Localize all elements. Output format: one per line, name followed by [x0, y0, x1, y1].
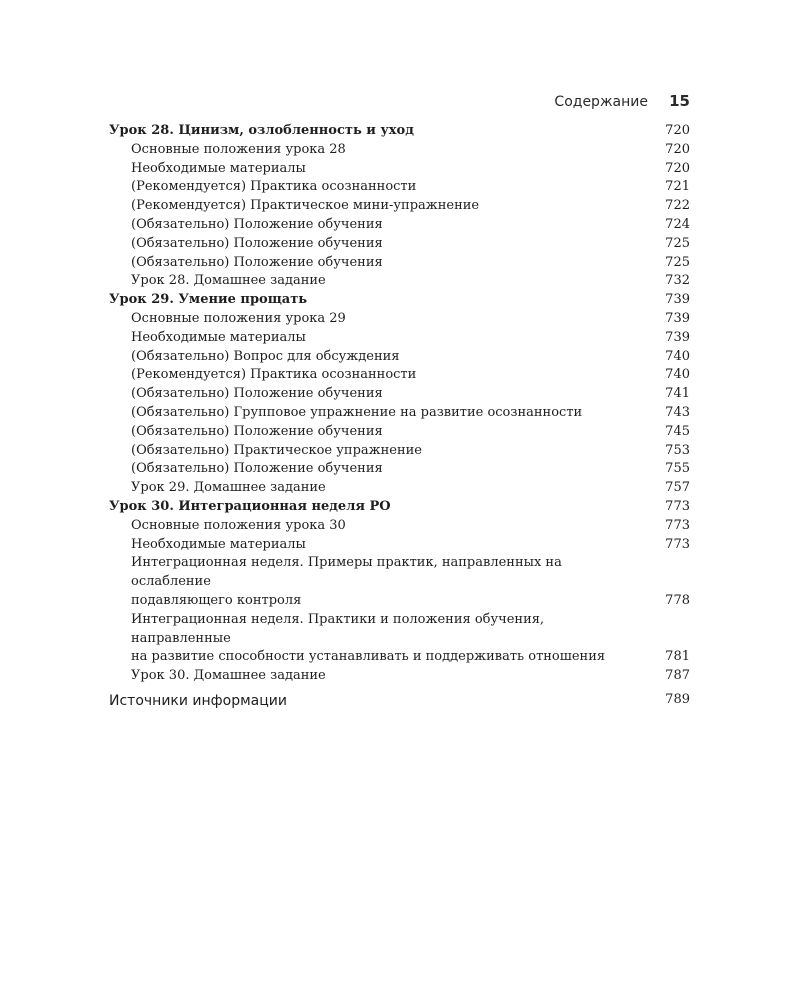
toc-item-label: (Обязательно) Положение обучения: [131, 235, 383, 251]
toc-page-number: 773: [665, 536, 690, 552]
toc-item[interactable]: [109, 141, 690, 160]
toc-item-label: (Обязательно) Вопрос для обсуждения: [131, 348, 400, 364]
toc-item-label: (Обязательно) Групповое упражнение на развитие осознанности: [131, 404, 583, 420]
toc-item[interactable]: [109, 366, 690, 385]
toc-item-label: (Обязательно) Положение обучения: [131, 386, 383, 402]
toc-item[interactable]: [109, 460, 690, 479]
toc-item-label: Основные положения урока 29: [131, 310, 346, 326]
toc-item-label: Основные положения урока 28: [131, 141, 346, 157]
toc-page-number: 739: [665, 310, 690, 326]
toc-lesson-title: Урок 30. Интеграционная неделя РО: [109, 498, 391, 514]
toc-item[interactable]: [109, 517, 690, 536]
toc-page-number: 741: [665, 386, 690, 402]
toc-page-number: 740: [665, 348, 690, 364]
toc-item[interactable]: [109, 667, 690, 686]
toc-item[interactable]: [109, 479, 690, 498]
toc-page-number: 745: [665, 423, 690, 439]
toc-item-label: (Обязательно) Положение обучения: [131, 216, 383, 232]
toc-item[interactable]: [109, 235, 690, 254]
toc-item-label-line2: на развитие способности устанавливать и поддерживать отношения: [131, 649, 606, 665]
toc-item[interactable]: [109, 254, 690, 273]
toc-page-number: 724: [665, 216, 690, 232]
toc-item[interactable]: [109, 160, 690, 179]
toc-page-number: 720: [665, 160, 690, 176]
toc-item-label-line2: подавляющего контроля: [131, 592, 302, 608]
toc-item[interactable]: [109, 178, 690, 197]
toc-item-label: Урок 30. Домашнее задание: [131, 668, 326, 684]
toc-item-label: Необходимые материалы: [131, 329, 306, 345]
toc-item-label: (Рекомендуется) Практическое мини-упражнение: [131, 198, 480, 214]
toc-lesson-title: Урок 28. Цинизм, озлобленность и уход: [109, 123, 414, 138]
toc-item[interactable]: [109, 272, 690, 291]
toc-page-number: 753: [665, 442, 690, 458]
toc-item[interactable]: [109, 423, 690, 442]
toc-item[interactable]: [109, 442, 690, 461]
toc-page-number: 743: [665, 404, 690, 420]
toc-item-label: Урок 28. Домашнее задание: [131, 273, 326, 289]
toc-page-number: 757: [665, 480, 690, 496]
toc-item-label: (Обязательно) Практическое упражнение: [131, 442, 422, 458]
toc-sources-label: Источники информации: [109, 692, 287, 709]
toc-item-label: Основные положения урока 30: [131, 517, 346, 533]
toc-sources[interactable]: [109, 692, 690, 711]
header-page-number: 15: [669, 92, 690, 110]
toc-item[interactable]: [109, 197, 690, 216]
toc-page-number: 778: [665, 592, 690, 608]
toc-page-number: 789: [665, 691, 690, 707]
toc-item-label: (Рекомендуется) Практика осознанности: [131, 367, 417, 383]
table-of-contents: [109, 122, 690, 711]
toc-item-label: (Обязательно) Положение обучения: [131, 423, 383, 439]
toc-lesson-29[interactable]: [109, 291, 690, 310]
toc-page-number: 781: [665, 649, 690, 665]
toc-item-label: (Рекомендуется) Практика осознанности: [131, 179, 417, 195]
toc-page-number: 721: [665, 179, 690, 195]
toc-page-number: 725: [665, 254, 690, 270]
toc-item-label: Урок 29. Домашнее задание: [131, 480, 326, 496]
toc-page-number: 720: [665, 123, 690, 138]
toc-item[interactable]: [109, 216, 690, 235]
toc-item-label: (Обязательно) Положение обучения: [131, 254, 383, 270]
toc-item-multiline[interactable]: [109, 611, 690, 667]
toc-item[interactable]: [109, 310, 690, 329]
running-header: [109, 92, 690, 112]
toc-page-number: 720: [665, 141, 690, 157]
toc-page-number: 773: [665, 498, 690, 514]
toc-item[interactable]: [109, 385, 690, 404]
toc-item[interactable]: [109, 536, 690, 555]
toc-item-label: Необходимые материалы: [131, 160, 306, 176]
toc-item-multiline[interactable]: [109, 554, 690, 610]
toc-lesson-title: Урок 29. Умение прощать: [109, 292, 308, 308]
toc-item[interactable]: [109, 404, 690, 423]
toc-item-label: (Обязательно) Положение обучения: [131, 461, 383, 477]
toc-lesson-30[interactable]: [109, 498, 690, 517]
toc-page-number: 725: [665, 235, 690, 251]
toc-item-label: Необходимые материалы: [131, 536, 306, 552]
toc-item-label-line1: Интеграционная неделя. Практики и положения обучения, направленные: [131, 611, 545, 646]
toc-page-number: 722: [665, 198, 690, 214]
toc-page-number: 739: [665, 329, 690, 345]
toc-item[interactable]: [109, 348, 690, 367]
toc-item-label-line1: Интеграционная неделя. Примеры практик, направленных на ослабление: [131, 555, 562, 590]
header-title: Содержание: [554, 94, 648, 110]
toc-page-number: 773: [665, 517, 690, 533]
toc-lesson-28[interactable]: [109, 122, 690, 141]
toc-page-number: 755: [665, 461, 690, 477]
toc-item[interactable]: [109, 329, 690, 348]
toc-page-number: 732: [665, 273, 690, 289]
toc-page-number: 787: [665, 668, 690, 684]
toc-page-number: 739: [665, 292, 690, 308]
toc-page-number: 740: [665, 367, 690, 383]
